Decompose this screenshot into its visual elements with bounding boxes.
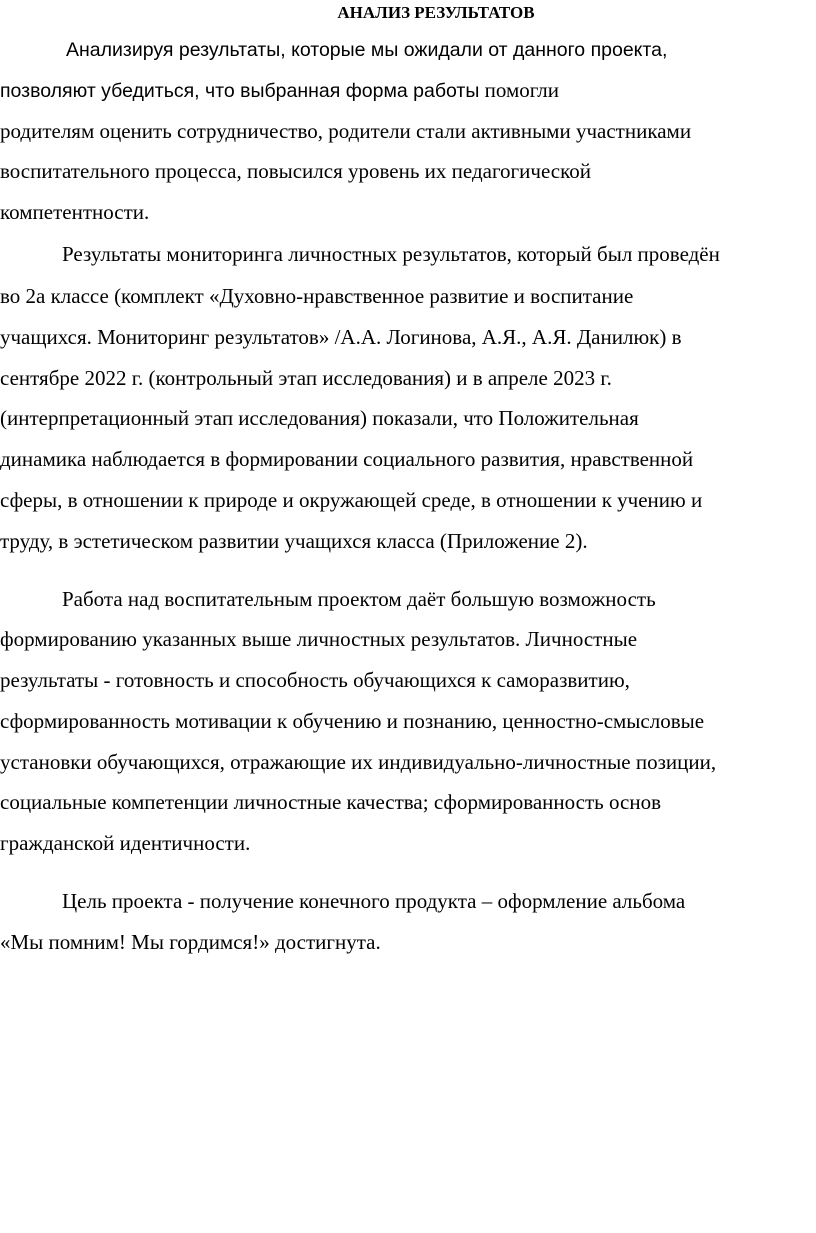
paragraph-3-line-1: Работа над воспитательным проектом даёт большую возможность bbox=[62, 587, 656, 611]
paragraph-2-line-4: сентябре 2022 г. (контрольный этап исследования) и в апреле 2023 г. bbox=[0, 366, 612, 390]
paragraph-3-line-3: результаты - готовность и способность обучающихся к саморазвитию, bbox=[0, 668, 630, 692]
paragraph-2-line-3: учащихся. Мониторинг результатов» /А.А. Логинова, А.Я., А.Я. Данилюк) в bbox=[0, 325, 682, 349]
paragraph-3-line-4: сформированность мотивации к обучению и познанию, ценностно-смысловые bbox=[0, 709, 705, 733]
paragraph-1-line-2-part-a: позволяют убедиться, что выбранная форма работы bbox=[0, 80, 480, 102]
paragraph-2-line-7: сферы, в отношении к природе и окружающей среде, в отношении к учению и bbox=[0, 488, 703, 512]
paragraph-2-line-1: Результаты мониторинга личностных результатов, который был проведён bbox=[62, 242, 720, 266]
paragraph-3-line-2: формированию указанных выше личностных результатов. Личностные bbox=[0, 627, 638, 651]
paragraph-3-line-5: установки обучающихся, отражающие их индивидуально-личностные позиции, bbox=[0, 750, 717, 774]
paragraph-2-line-8: труду, в эстетическом развитии учащихся класса (Приложение 2). bbox=[0, 529, 588, 553]
paragraph-1-line-2 bbox=[0, 78, 559, 103]
paragraph-4-line-2: «Мы помним! Мы гордимся!» достигнута. bbox=[0, 930, 381, 954]
page-title: АНАЛИЗ РЕЗУЛЬТАТОВ bbox=[337, 3, 535, 22]
paragraph-3-line-6: социальные компетенции личностные качества; сформированность основ bbox=[0, 790, 662, 814]
paragraph-2-line-6: динамика наблюдается в формировании социального развития, нравственной bbox=[0, 447, 694, 471]
paragraph-2-line-5: (интерпретационный этап исследования) показали, что Положительная bbox=[0, 406, 639, 430]
paragraph-1-line-5: компетентности. bbox=[0, 200, 150, 224]
paragraph-1-line-2-part-b: помогли bbox=[479, 78, 560, 102]
paragraph-4-line-1: Цель проекта - получение конечного продукта – оформление альбома bbox=[62, 889, 686, 913]
paragraph-1-line-4: воспитательного процесса, повысился уровень их педагогической bbox=[0, 159, 592, 183]
paragraph-2-line-2: во 2а классе (комплект «Духовно-нравственное развитие и воспитание bbox=[0, 284, 634, 308]
paragraph-1-line-3: родителям оценить сотрудничество, родители стали активными участниками bbox=[0, 119, 692, 143]
paragraph-3-line-7: гражданской идентичности. bbox=[0, 831, 251, 855]
paragraph-1-line-1: Анализируя результаты, которые мы ожидали от данного проекта, bbox=[66, 39, 668, 61]
